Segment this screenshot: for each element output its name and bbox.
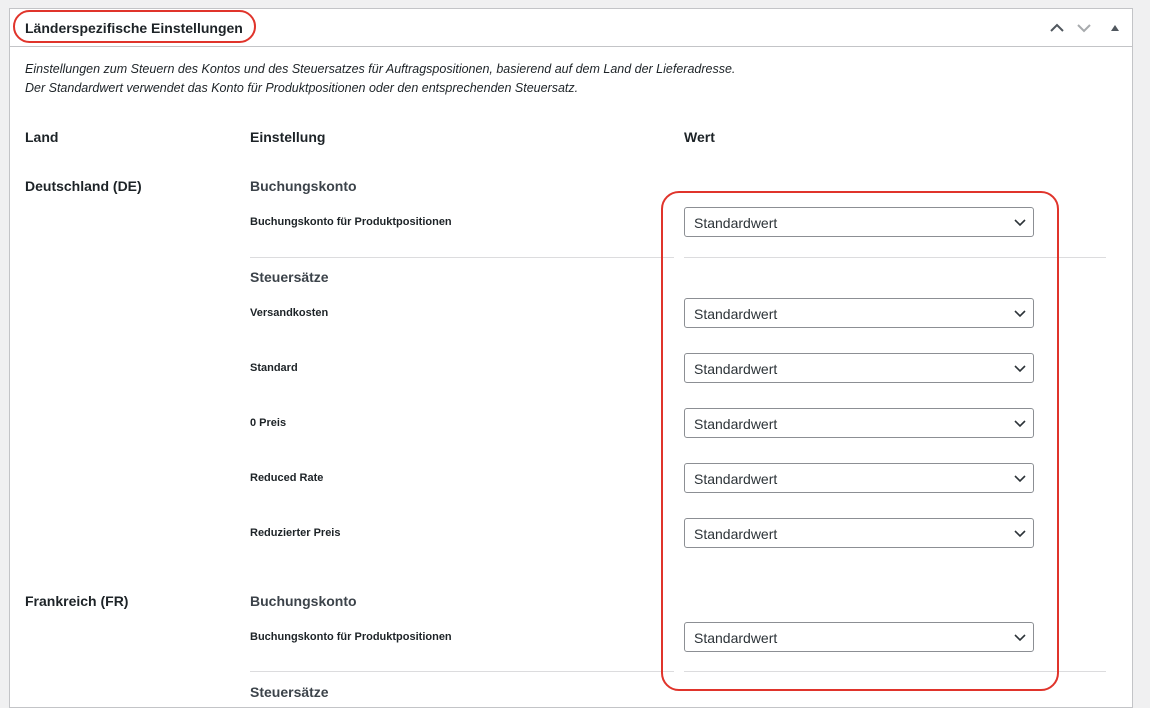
select-value: Standardwert [694,215,778,231]
description-line-1: Einstellungen zum Steuern des Kontos und des Steuersatzes für Auftragspositionen, basierend auf dem Land der Lieferadresse. [25,62,736,76]
rate-label-reduced-rate: Reduced Rate [250,472,324,484]
description-line-2: Der Standardwert verwendet das Konto für Produktpositionen oder den entsprechenden Steuersatz. [25,81,579,95]
divider [250,671,674,672]
select-value: Standardwert [694,471,778,487]
triangle-up-icon [1110,24,1120,32]
buchungskonto-select[interactable] [684,622,1034,652]
column-header-land: Land [25,129,59,145]
divider [250,257,674,258]
rate-label-standard: Standard [250,362,298,374]
divider [684,671,1106,672]
group-heading-steuersaetze: Steuersätze [250,684,329,700]
chevron-down-icon [1014,472,1026,484]
country-label: Frankreich (FR) [25,593,129,609]
rate-select-versandkosten[interactable] [684,298,1034,328]
chevron-down-icon [1014,362,1026,374]
chevron-down-icon [1014,527,1026,539]
group-heading-buchungskonto: Buchungskonto [250,593,357,609]
rate-select-reduced-rate[interactable] [684,463,1034,493]
select-value: Standardwert [694,630,778,646]
chevron-down-icon [1014,307,1026,319]
settings-panel [9,8,1133,708]
country-label: Deutschland (DE) [25,178,142,194]
rate-select-reduzierter-preis[interactable] [684,518,1034,548]
select-value: Standardwert [694,416,778,432]
select-value: Standardwert [694,361,778,377]
value-column-highlight-ring [661,191,1059,691]
rate-select-0-preis[interactable] [684,408,1034,438]
toggle-panel-button[interactable] [1105,18,1125,38]
move-down-button[interactable] [1074,18,1094,38]
select-value: Standardwert [694,526,778,542]
chevron-down-icon [1014,216,1026,228]
field-label: Buchungskonto für Produktpositionen [250,216,452,228]
chevron-down-icon [1014,631,1026,643]
move-up-button[interactable] [1047,18,1067,38]
rate-select-standard[interactable] [684,353,1034,383]
rate-label-reduzierter-preis: Reduzierter Preis [250,527,341,539]
panel-header [10,9,1132,47]
group-heading-steuersaetze: Steuersätze [250,269,329,285]
divider [684,257,1106,258]
panel-title: Länderspezifische Einstellungen [25,20,243,36]
select-value: Standardwert [694,306,778,322]
column-header-einstellung: Einstellung [250,129,326,145]
chevron-up-icon [1050,23,1064,33]
chevron-down-icon [1014,417,1026,429]
column-header-wert: Wert [684,129,715,145]
rate-label-versandkosten: Versandkosten [250,307,329,319]
rate-label-0-preis: 0 Preis [250,417,287,429]
group-heading-buchungskonto: Buchungskonto [250,178,357,194]
field-label: Buchungskonto für Produktpositionen [250,631,452,643]
buchungskonto-select[interactable] [684,207,1034,237]
chevron-down-icon [1077,23,1091,33]
